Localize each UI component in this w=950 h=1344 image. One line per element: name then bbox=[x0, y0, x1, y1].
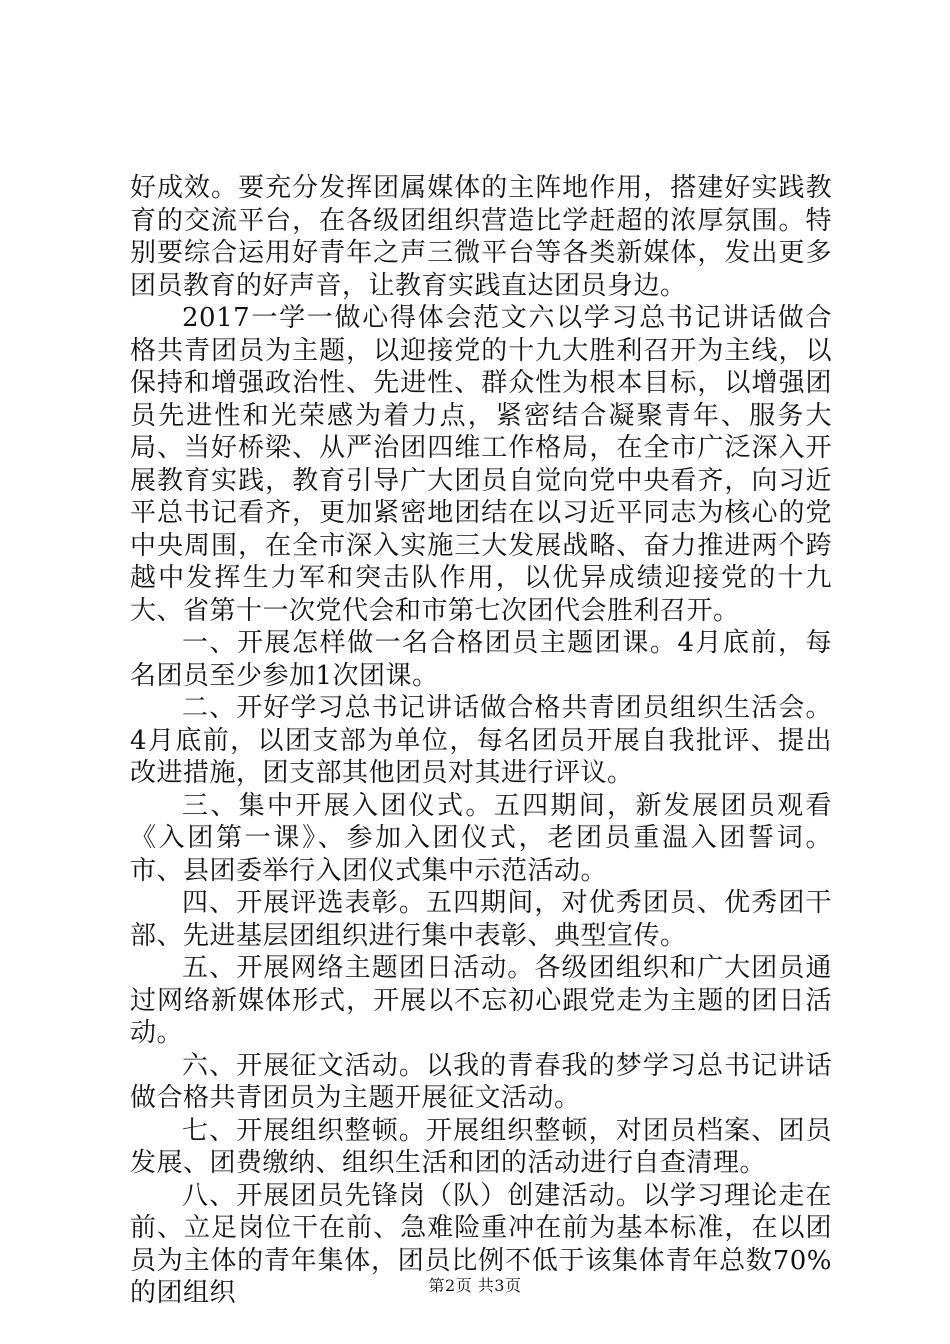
page-number-label: 第2页 共3页 bbox=[428, 1276, 522, 1295]
body-paragraph-intro: 2017一学一做心得体会范文六以学习总书记讲话做合格共青团员为主题，以迎接党的十九大胜利召开为主线，以保持和增强政治性、先进性、群众性为根本目标，以增强团员先进性和光荣感为着力点，紧密结合凝聚青年、服务大局、当好桥梁、从严治团四维工作格局，在全市广泛深入开展教育实践，教育引导广大团员自觉向党中央看齐，向习近平总书记看齐，更加紧密地团结在以习近平同志为核心的党中央周围，在全市深入实施三大发展战略、奋力推进两个跨越中发挥生力军和突击队作用，以优异成绩迎接党的十九大、省第十一次党代会和市第七次团代会胜利召开。 bbox=[130, 303, 832, 626]
body-paragraph-item-6: 六、开展征文活动。以我的青春我的梦学习总书记讲话做合格共青团员为主题开展征文活动。 bbox=[130, 1050, 832, 1113]
body-paragraph-continuation: 好成效。要充分发挥团属媒体的主阵地作用，搭建好实践教育的交流平台，在各级团组织营造比学赶超的浓厚氛围。特别要综合运用好青年之声三微平台等各类新媒体，发出更多团员教育的好声音，让教育实践直达团员身边。 bbox=[130, 173, 832, 301]
body-paragraph-item-4: 四、开展评选表彰。五四期间，对优秀团员、优秀团干部、先进基层团组织进行集中表彰、典型宣传。 bbox=[130, 888, 832, 951]
document-body bbox=[130, 172, 832, 1310]
body-paragraph-item-3: 三、集中开展入团仪式。五四期间，新发展团员观看《入团第一课》、参加入团仪式，老团员重温入团誓词。市、县团委举行入团仪式集中示范活动。 bbox=[130, 790, 832, 886]
body-paragraph-item-2: 二、开好学习总书记讲话做合格共青团员组织生活会。4月底前，以团支部为单位，每名团员开展自我批评、提出改进措施，团支部其他团员对其进行评议。 bbox=[130, 693, 832, 788]
body-paragraph-item-8: 八、开展团员先锋岗（队）创建活动。以学习理论走在前、立足岗位干在前、急难险重冲在前为基本标准，在以团员为主体的青年集体，团员比例不低于该集体青年总数70%的团组织 bbox=[130, 1180, 832, 1308]
body-paragraph-item-1: 一、开展怎样做一名合格团员主题团课。4月底前，每名团员至少参加1次团课。 bbox=[130, 628, 832, 691]
body-paragraph-item-7: 七、开展组织整顿。开展组织整顿，对团员档案、团员发展、团费缴纳、组织生活和团的活动进行自查清理。 bbox=[130, 1115, 832, 1178]
page-footer bbox=[0, 1276, 950, 1296]
body-paragraph-item-5: 五、开展网络主题团日活动。各级团组织和广大团员通过网络新媒体形式，开展以不忘初心跟党走为主题的团日活动。 bbox=[130, 953, 832, 1048]
